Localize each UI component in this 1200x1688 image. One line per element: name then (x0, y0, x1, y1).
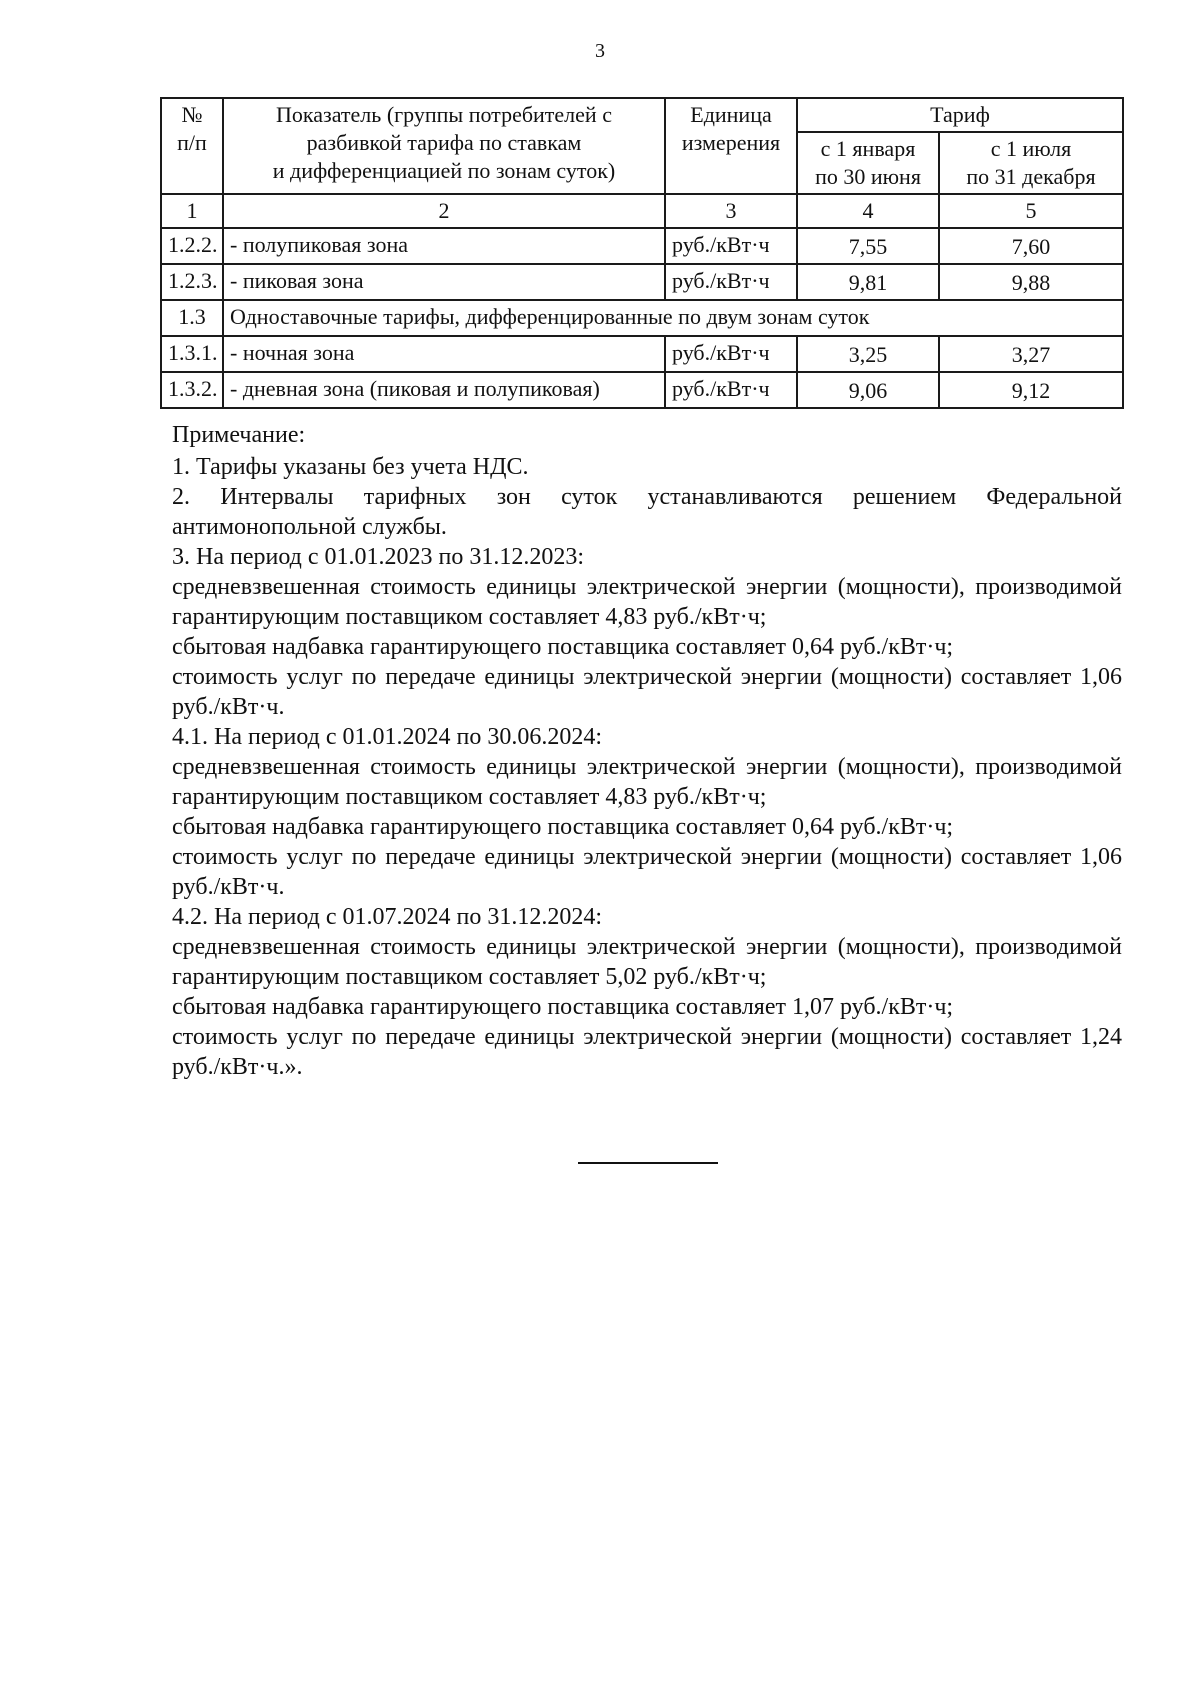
row-number: 1.3.2. (161, 372, 223, 408)
row-value-period-2: 9,12 (939, 372, 1123, 408)
row-number: 1.3.1. (161, 336, 223, 372)
header-indicator-line: Показатель (группы потребителей с (276, 102, 612, 127)
row-name: - пиковая зона (223, 264, 665, 300)
end-divider-line (578, 1162, 718, 1164)
header-tariff: Тариф (797, 98, 1123, 132)
row-unit: руб./кВт·ч (665, 228, 797, 264)
header-no-line: п/п (177, 130, 207, 155)
row-value-period-1: 9,81 (797, 264, 939, 300)
column-number: 4 (797, 194, 939, 228)
row-value-period-1: 3,25 (797, 336, 939, 372)
tariff-table (160, 97, 1124, 409)
notes-section (172, 420, 1122, 1082)
row-unit: руб./кВт·ч (665, 372, 797, 408)
note-paragraph: 4.1. На период с 01.01.2024 по 30.06.2024: (172, 724, 603, 750)
table-row (161, 372, 1123, 408)
header-unit-line: Единица (690, 102, 772, 127)
header-indicator (223, 98, 665, 194)
table-row (161, 264, 1123, 300)
note-paragraph: сбытовая надбавка гарантирующего поставщика составляет 0,64 руб./кВт·ч; (172, 814, 954, 840)
row-name: - полупиковая зона (223, 228, 665, 264)
note-paragraph: 3. На период с 01.01.2023 по 31.12.2023: (172, 544, 585, 570)
note-paragraph: средневзвешенная стоимость единицы электрической энергии (мощности), производимой гарантирующим поставщиком составляет 4,83 руб./кВт·ч; (172, 754, 1122, 810)
header-period-1-line: по 30 июня (815, 164, 921, 189)
row-number: 1.2.3. (161, 264, 223, 300)
column-number: 1 (161, 194, 223, 228)
header-no-line: № (181, 102, 203, 127)
header-unit-line: измерения (681, 130, 781, 155)
row-name: - ночная зона (223, 336, 665, 372)
header-no (161, 98, 223, 194)
row-name: - дневная зона (пиковая и полупиковая) (223, 372, 665, 408)
note-paragraph: 1. Тарифы указаны без учета НДС. (172, 454, 529, 480)
header-period-1-line: с 1 января (820, 136, 916, 161)
header-indicator-line: и дифференциацией по зонам суток) (272, 158, 616, 183)
column-number: 3 (665, 194, 797, 228)
note-paragraph: средневзвешенная стоимость единицы электрической энергии (мощности), производимой гарантирующим поставщиком составляет 4,83 руб./кВт·ч; (172, 574, 1122, 630)
table-row (161, 336, 1123, 372)
column-number: 5 (939, 194, 1123, 228)
header-period-2-line: по 31 декабря (966, 164, 1096, 189)
section-number: 1.3 (161, 300, 223, 336)
header-period-1 (797, 132, 939, 194)
row-value-period-2: 3,27 (939, 336, 1123, 372)
table-section-row (161, 300, 1123, 336)
note-paragraph: стоимость услуг по передаче единицы электрической энергии (мощности) составляет 1,06 руб./кВт·ч. (172, 664, 1122, 720)
note-paragraph: сбытовая надбавка гарантирующего поставщика составляет 1,07 руб./кВт·ч; (172, 994, 954, 1020)
row-unit: руб./кВт·ч (665, 336, 797, 372)
row-number: 1.2.2. (161, 228, 223, 264)
header-indicator-line: разбивкой тарифа по ставкам (306, 130, 582, 155)
note-paragraph: средневзвешенная стоимость единицы электрической энергии (мощности), производимой гарантирующим поставщиком составляет 5,02 руб./кВт·ч; (172, 934, 1122, 990)
page-number: 3 (595, 40, 605, 62)
note-paragraph: 2. Интервалы тарифных зон суток устанавливаются решением Федеральной антимонопольной службы. (172, 484, 1122, 540)
row-value-period-1: 9,06 (797, 372, 939, 408)
row-value-period-1: 7,55 (797, 228, 939, 264)
section-title: Одноставочные тарифы, дифференцированные по двум зонам суток (223, 300, 1123, 336)
note-paragraph: стоимость услуг по передаче единицы электрической энергии (мощности) составляет 1,06 руб./кВт·ч. (172, 844, 1122, 900)
row-value-period-2: 9,88 (939, 264, 1123, 300)
header-period-2 (939, 132, 1123, 194)
notes-title: Примечание: (172, 422, 306, 448)
note-paragraph: 4.2. На период с 01.07.2024 по 31.12.2024: (172, 904, 603, 930)
column-number: 2 (223, 194, 665, 228)
column-numbers-row (161, 194, 1123, 228)
row-unit: руб./кВт·ч (665, 264, 797, 300)
header-unit (665, 98, 797, 194)
row-value-period-2: 7,60 (939, 228, 1123, 264)
note-paragraph: сбытовая надбавка гарантирующего поставщика составляет 0,64 руб./кВт·ч; (172, 634, 954, 660)
table-header-row (161, 98, 1123, 132)
header-period-2-line: с 1 июля (990, 136, 1072, 161)
table-row (161, 228, 1123, 264)
note-paragraph: стоимость услуг по передаче единицы электрической энергии (мощности) составляет 1,24 руб./кВт·ч.». (172, 1024, 1122, 1080)
